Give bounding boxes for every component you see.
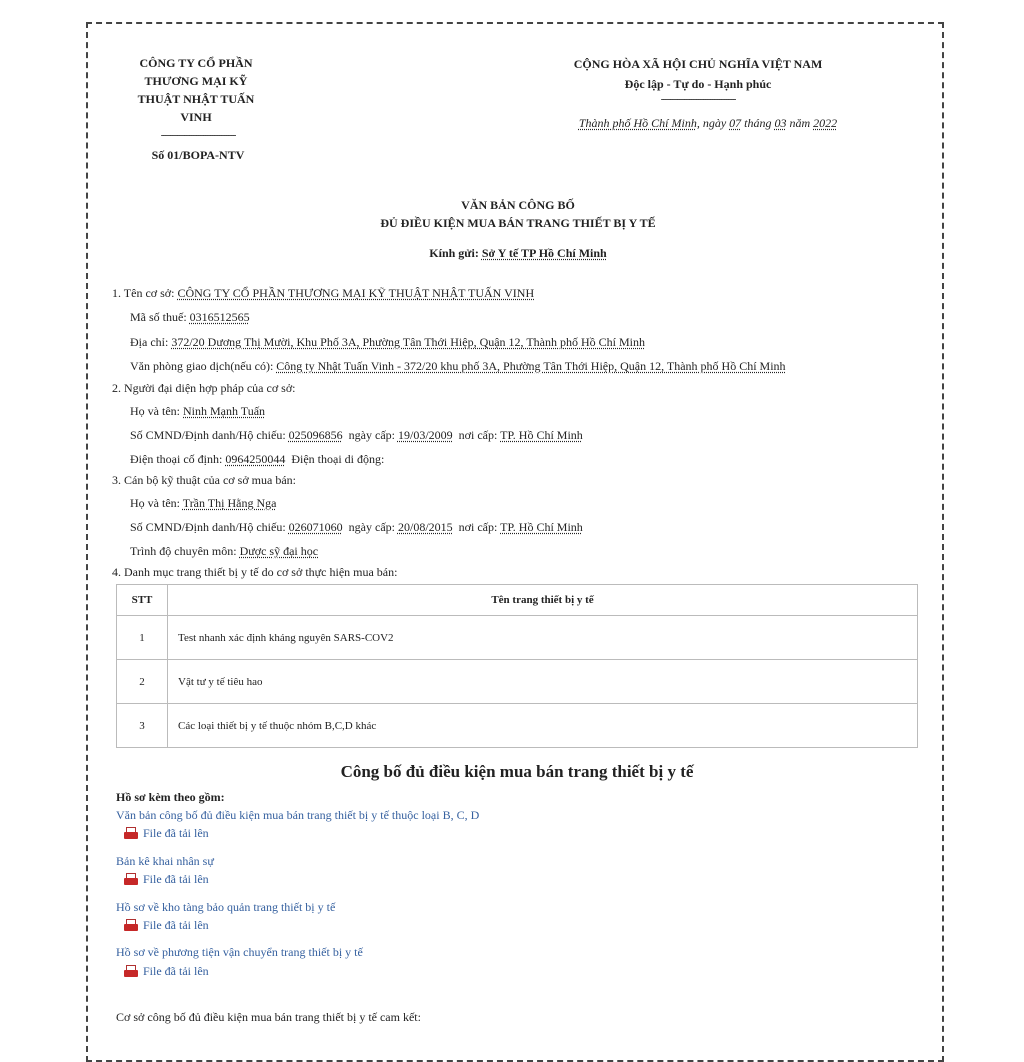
file-link-label: File đã tải lên xyxy=(143,918,209,932)
legal-rep-id-value: 025096856 xyxy=(288,428,343,442)
date-pre: , ngày xyxy=(696,116,730,130)
phone-label: Điện thoại cố định: xyxy=(130,452,226,466)
tech-staff-qualification xyxy=(130,544,318,559)
tech-staff-date-value: 20/08/2015 xyxy=(397,520,453,534)
tech-staff-place-value: TP. Hồ Chí Minh xyxy=(500,520,583,534)
table-row xyxy=(117,616,918,660)
tech-staff-date-label: ngày cấp: xyxy=(342,520,398,534)
facility-name xyxy=(112,286,534,301)
legal-rep-phone xyxy=(130,452,384,467)
legal-rep-place-label: nơi cấp: xyxy=(452,428,501,442)
month-pre: tháng xyxy=(741,116,775,130)
tech-staff-id-value: 026071060 xyxy=(288,520,343,534)
title-line-2: ĐỦ ĐIỀU KIỆN MUA BÁN TRANG THIẾT BỊ Y TẾ xyxy=(380,216,656,230)
legal-rep-date-label: ngày cấp: xyxy=(342,428,398,442)
file-link-label: File đã tải lên xyxy=(143,826,209,840)
tech-staff-id xyxy=(130,520,583,535)
org-name-line: THUẬT NHẬT TUẤN xyxy=(137,92,255,106)
national-motto xyxy=(518,54,878,94)
facility-name-value: CÔNG TY CỔ PHẦN THƯƠNG MẠI KỸ THUẬT NHẬT TUẤN VINH xyxy=(177,286,535,300)
qualification-value: Dược sỹ đại học xyxy=(239,544,319,558)
recipient xyxy=(288,246,748,261)
table-row xyxy=(117,704,918,748)
facility-name-label: 1. Tên cơ sở: xyxy=(112,286,178,300)
row-equipment-name: Test nhanh xác định kháng nguyên SARS-COV2 xyxy=(168,616,918,660)
attachment-title: Hồ sơ về kho tàng bảo quản trang thiết bị y tế xyxy=(116,900,336,914)
address-value: 372/20 Dương Thị Mười, Khu Phố 3A, Phường Tân Thới Hiệp, Quận 12, Thành phố Hồ Chí Minh xyxy=(171,335,646,349)
nation-line-1: CỘNG HÒA XÃ HỘI CHỦ NGHĨA VIỆT NAM xyxy=(573,57,823,71)
tech-staff-name-value: Trần Thị Hằng Nga xyxy=(182,496,277,510)
legal-rep-date-value: 19/03/2009 xyxy=(397,428,453,442)
legal-rep-id xyxy=(130,428,583,443)
office xyxy=(130,359,786,374)
org-name-line: THƯƠNG MẠI KỸ xyxy=(144,74,248,88)
attachments-heading: Hồ sơ kèm theo gồm: xyxy=(116,790,225,804)
office-value: Công ty Nhật Tuấn Vinh - 372/20 khu phố 3A, Phường Tân Thới Hiệp, Quận 12, Thành phố Hồ Chí Minh xyxy=(276,359,786,373)
legal-rep-name-value: Ninh Mạnh Tuấn xyxy=(183,404,266,418)
uploaded-file-link[interactable] xyxy=(124,826,209,841)
uploaded-file-link[interactable] xyxy=(124,872,209,887)
title-line-1: VĂN BẢN CÔNG BỐ xyxy=(461,198,575,212)
uploaded-file-link[interactable] xyxy=(124,964,209,979)
place-name: Thành phố Hồ Chí Minh xyxy=(578,116,697,130)
table-header-row xyxy=(117,585,918,616)
date-day: 07 xyxy=(729,116,742,130)
row-stt: 1 xyxy=(117,616,168,660)
legal-rep-place-value: TP. Hồ Chí Minh xyxy=(500,428,583,442)
commitment-text: Cơ sở công bố đủ điều kiện mua bán trang thiết bị y tế cam kết: xyxy=(116,1010,421,1024)
equipment-table xyxy=(116,584,918,748)
file-link-label: File đã tải lên xyxy=(143,964,209,978)
date-month: 03 xyxy=(774,116,787,130)
column-equipment-name: Tên trang thiết bị y tế xyxy=(168,585,918,616)
mobile-label: Điện thoại di động: xyxy=(285,452,385,466)
tech-staff-heading: 3. Cán bộ kỹ thuật của cơ sở mua bán: xyxy=(112,473,296,487)
place-date xyxy=(528,116,888,131)
file-link-label: File đã tải lên xyxy=(143,872,209,886)
tax-code-label: Mã số thuế: xyxy=(130,310,190,324)
row-equipment-name: Vật tư y tế tiêu hao xyxy=(168,660,918,704)
legal-rep-name-label: Họ và tên: xyxy=(130,404,183,418)
pdf-file-icon xyxy=(124,873,140,886)
org-name-line: VINH xyxy=(180,110,212,124)
attachment-title: Văn bản công bố đủ điều kiện mua bán trang thiết bị y tế thuộc loại B, C, D xyxy=(116,808,480,822)
year-pre: năm xyxy=(786,116,814,130)
pdf-file-icon xyxy=(124,965,140,978)
announcement-heading: Công bố đủ điều kiện mua bán trang thiết bị y tế xyxy=(340,762,694,781)
tax-code-value: 0316512565 xyxy=(189,310,250,324)
row-stt: 2 xyxy=(117,660,168,704)
recipient-label: Kính gửi: xyxy=(429,246,482,260)
legal-rep-name xyxy=(130,404,265,419)
tech-staff-id-label: Số CMND/Định danh/Hộ chiếu: xyxy=(130,520,289,534)
legal-rep-id-label: Số CMND/Định danh/Hộ chiếu: xyxy=(130,428,289,442)
document-title xyxy=(288,196,748,232)
table-row xyxy=(117,660,918,704)
tech-staff-place-label: nơi cấp: xyxy=(452,520,501,534)
document-page xyxy=(86,22,944,1062)
column-stt: STT xyxy=(117,585,168,616)
attachment-title: Hồ sơ về phương tiện vận chuyển trang thiết bị y tế xyxy=(116,945,363,959)
address xyxy=(130,335,645,350)
tech-staff-name-label: Họ và tên: xyxy=(130,496,183,510)
pdf-file-icon xyxy=(124,919,140,932)
office-label: Văn phòng giao dịch(nếu có): xyxy=(130,359,277,373)
qualification-label: Trình độ chuyên môn: xyxy=(130,544,240,558)
row-equipment-name: Các loại thiết bị y tế thuộc nhóm B,C,D khác xyxy=(168,704,918,748)
pdf-file-icon xyxy=(124,827,140,840)
tech-staff-name xyxy=(130,496,276,511)
org-separator: -------------------------------- xyxy=(160,130,236,141)
equipment-list-heading: 4. Danh mục trang thiết bị y tế do cơ sở thực hiện mua bán: xyxy=(112,565,398,579)
nation-separator: -------------------------------- xyxy=(660,94,736,105)
org-name-line: CÔNG TY CỔ PHẦN xyxy=(139,56,253,70)
date-year: 2022 xyxy=(813,116,838,130)
address-label: Địa chỉ: xyxy=(130,335,172,349)
row-stt: 3 xyxy=(117,704,168,748)
document-number: Số 01/BOPA-NTV xyxy=(151,148,245,162)
organization-name xyxy=(114,54,278,126)
tax-code xyxy=(130,310,250,325)
attachment-title: Bản kê khai nhân sự xyxy=(116,854,214,868)
nation-line-2: Độc lập - Tự do - Hạnh phúc xyxy=(624,77,772,91)
recipient-value: Sở Y tế TP Hồ Chí Minh xyxy=(481,246,607,260)
phone-value: 0964250044 xyxy=(225,452,286,466)
uploaded-file-link[interactable] xyxy=(124,918,209,933)
legal-rep-heading: 2. Người đại diện hợp pháp của cơ sở: xyxy=(112,381,296,395)
